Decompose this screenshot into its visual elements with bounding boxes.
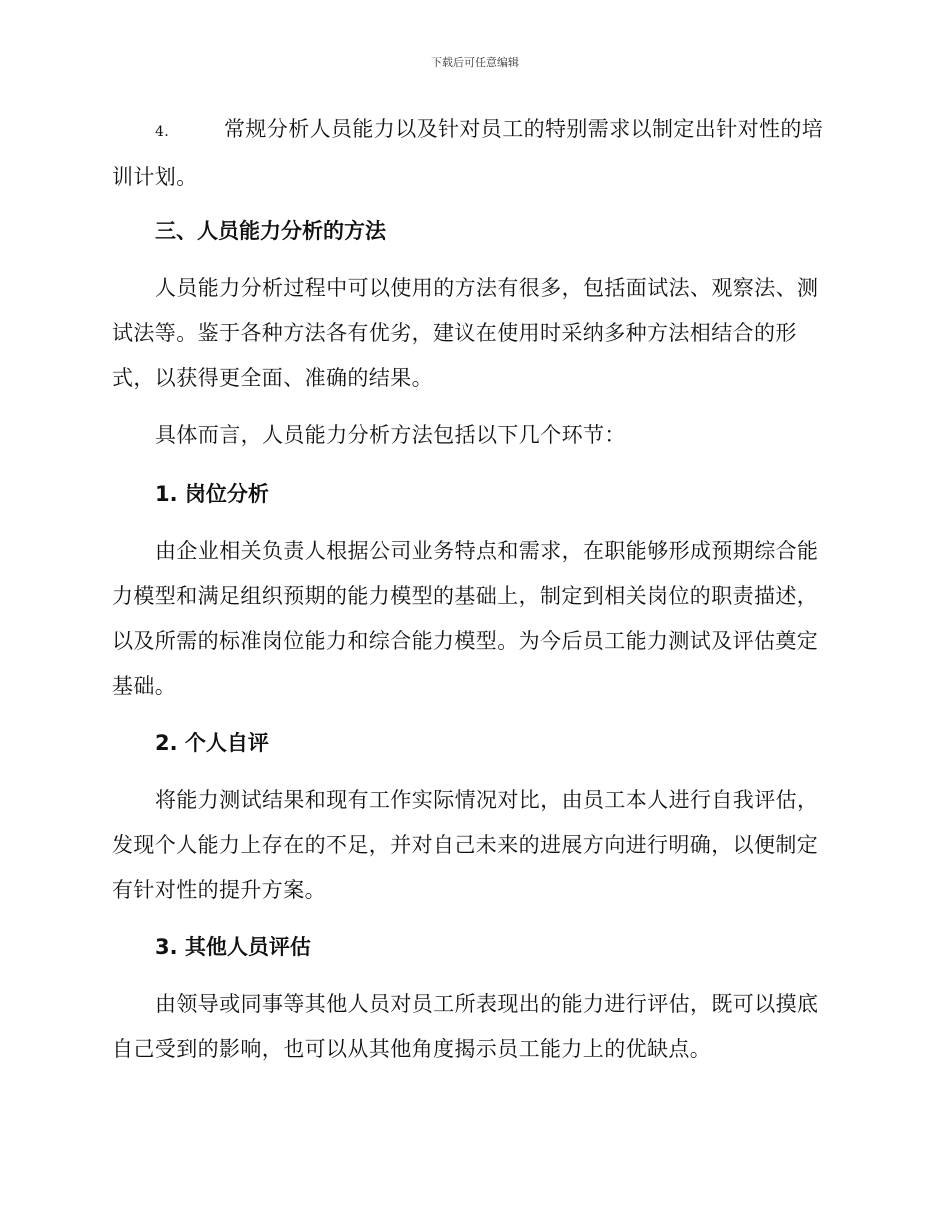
section-lead-paragraph: 具体而言，人员能力分析方法包括以下几个环节： [155,423,626,447]
step-body-paragraph: 由企业相关负责人根据公司业务特点和需求，在职能够形成预期综合能力模型和满足组织预期的能力模型的基础上，制定到相关岗位的职责描述，以及所需的标准岗位能力和综合能力模型。为今后员工能力测试及评估奠定基础。 [112,539,819,698]
step-heading: 3. 其他人员评估 [155,935,311,959]
list-item-4 [112,107,834,200]
section-heading: 三、人员能力分析的方法 [155,219,386,243]
list-item-number: 4. [155,124,170,140]
page-header: 下载后可任意编辑 [431,56,519,69]
step-heading: 1. 岗位分析 [155,482,269,506]
step-body-paragraph: 由领导或同事等其他人员对员工所表现出的能力进行评估，既可以摸底自己受到的影响，也可以从其他角度揭示员工能力上的优缺点。 [112,992,819,1061]
list-item-text: 常规分析人员能力以及针对员工的特别需求以制定出针对性的培训计划。 [112,117,824,189]
step-heading: 2. 个人自评 [155,731,269,755]
section-intro-paragraph: 人员能力分析过程中可以使用的方法有很多，包括面试法、观察法、测试法等。鉴于各种方法各有优劣，建议在使用时采纳多种方法相结合的形式，以获得更全面、准确的结果。 [112,276,819,390]
step-body-paragraph: 将能力测试结果和现有工作实际情况对比，由员工本人进行自我评估，发现个人能力上存在的不足，并对自己未来的进展方向进行明确，以便制定有针对性的提升方案。 [112,788,819,902]
